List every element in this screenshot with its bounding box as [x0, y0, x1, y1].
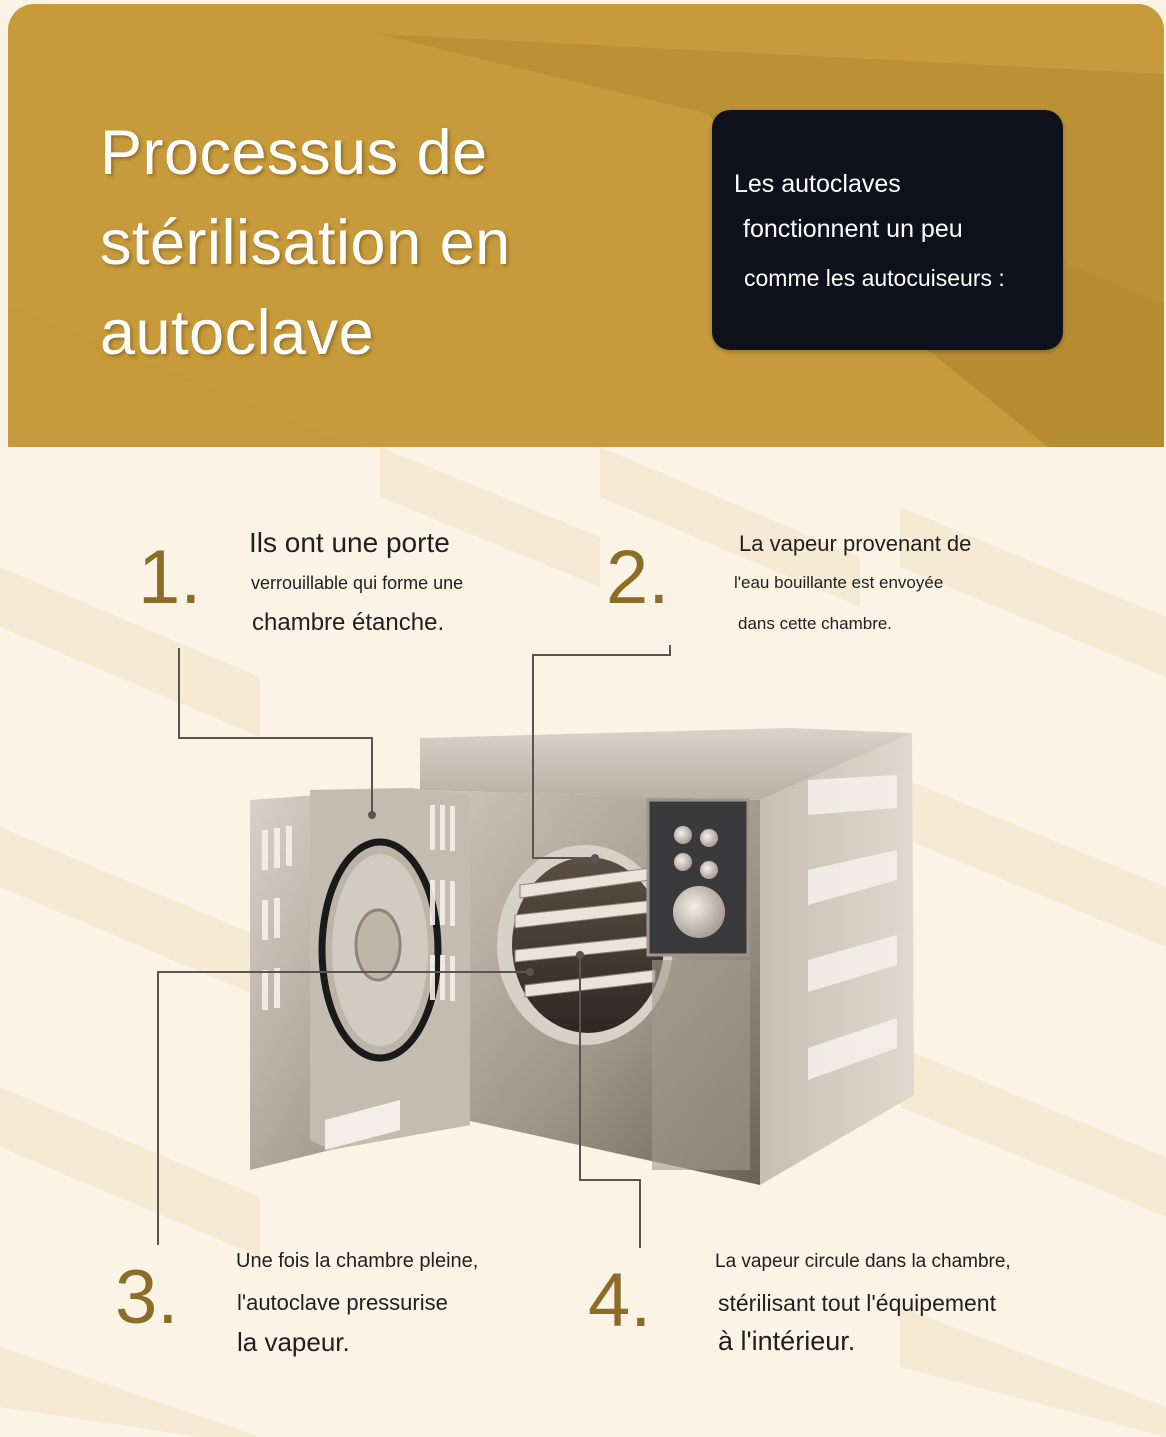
control-button-icon	[700, 829, 718, 847]
title-line-1: Processus de	[100, 118, 488, 188]
step-4-number: 4.	[588, 1258, 652, 1343]
step-2-number: 2.	[606, 535, 670, 620]
title-line-3: autoclave	[100, 298, 375, 368]
step-2-line-1: La vapeur provenant de	[739, 531, 972, 556]
step-3-number: 3.	[115, 1255, 179, 1340]
callout-line-1: Les autoclaves	[734, 170, 901, 198]
control-button-icon	[674, 826, 692, 844]
control-button-icon	[700, 861, 718, 879]
step-3-line-2: l'autoclave pressurise	[237, 1290, 448, 1315]
step-1-line-2: verrouillable qui forme une	[251, 573, 464, 593]
callout-line-3: comme les autocuiseurs :	[744, 265, 1005, 291]
title-line-2: stérilisation en	[100, 208, 511, 278]
step-4-line-2: stérilisant tout l'équipement	[718, 1290, 996, 1316]
step-1-line-1: Ils ont une porte	[249, 527, 450, 558]
step-1-line-3: chambre étanche.	[252, 609, 445, 636]
step-4-line-1: La vapeur circule dans la chambre,	[715, 1251, 1011, 1272]
door-hub	[356, 910, 400, 980]
control-dial-icon	[673, 886, 725, 938]
callout-line-2: fonctionnent un peu	[743, 215, 963, 243]
step-3-line-1: Une fois la chambre pleine,	[236, 1250, 479, 1272]
step-2-line-2: l'eau bouillante est envoyée	[734, 573, 944, 592]
step-2-line-3: dans cette chambre.	[738, 614, 893, 633]
step-3-line-3: la vapeur.	[237, 1327, 350, 1357]
step-4-line-3: à l'intérieur.	[718, 1326, 856, 1356]
step-1-number: 1.	[138, 535, 202, 620]
front-panel-lower	[652, 960, 750, 1170]
control-button-icon	[674, 853, 692, 871]
